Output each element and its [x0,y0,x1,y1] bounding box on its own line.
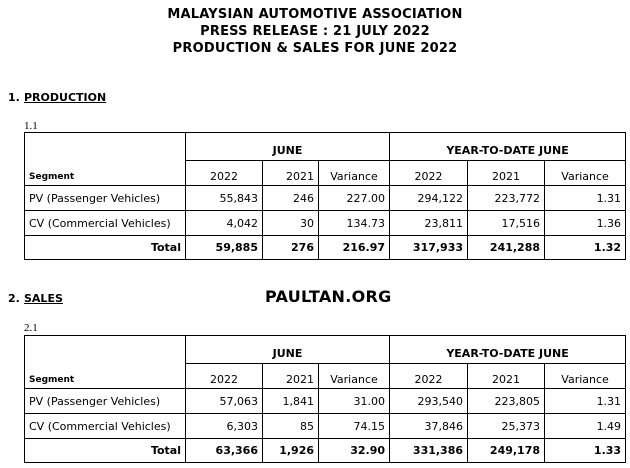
column-header: Variance [545,161,626,186]
table-cell: 30 [263,211,319,236]
table-cell: 1.49 [545,414,626,439]
table-header-row [25,336,626,364]
june-group-header: JUNE [186,336,390,364]
row-label: CV (Commercial Vehicles) [25,414,186,439]
sales-table [24,335,626,463]
total-cell: 32.90 [319,439,390,463]
table-cell: 4,042 [186,211,263,236]
column-header: 2021 [263,161,319,186]
table-row [25,389,626,414]
table-row [25,211,626,236]
table-cell: 246 [263,186,319,211]
section-number: 1. [8,91,20,104]
total-cell: 59,885 [186,236,263,260]
column-header: 2022 [186,364,263,389]
document-header [0,6,630,57]
column-header: 2021 [468,161,545,186]
table-cell: 23,811 [390,211,468,236]
column-header: 2021 [263,364,319,389]
table-cell: 223,772 [468,186,545,211]
table-cell: 55,843 [186,186,263,211]
total-cell: 276 [263,236,319,260]
ytd-group-header: YEAR-TO-DATE JUNE [390,336,626,364]
header-press-release-date: PRESS RELEASE : 21 JULY 2022 [200,24,430,39]
subsection-number: 1.1 [24,120,38,132]
ytd-group-header: YEAR-TO-DATE JUNE [390,133,626,161]
table-row [25,186,626,211]
table-cell: 74.15 [319,414,390,439]
section-label: SALES [24,292,63,305]
table-cell: 37,846 [390,414,468,439]
table-cell: 294,122 [390,186,468,211]
section-sales-title [8,292,63,305]
subsection-number: 2.1 [24,322,38,334]
table-cell: 85 [263,414,319,439]
table-cell: 1.31 [545,389,626,414]
header-report-title: PRODUCTION & SALES FOR JUNE 2022 [172,41,458,56]
total-cell: 1,926 [263,439,319,463]
table-row [25,414,626,439]
total-cell: 317,933 [390,236,468,260]
table-cell: 134.73 [319,211,390,236]
segment-header: Segment [25,336,186,389]
column-header: Variance [545,364,626,389]
segment-header: Segment [25,133,186,186]
row-label: CV (Commercial Vehicles) [25,211,186,236]
column-header: Variance [319,161,390,186]
table-cell: 17,516 [468,211,545,236]
table-cell: 57,063 [186,389,263,414]
table-cell: 1.31 [545,186,626,211]
table-cell: 1.36 [545,211,626,236]
column-header: 2022 [390,364,468,389]
table-cell: 223,805 [468,389,545,414]
total-cell: 1.33 [545,439,626,463]
column-header: 2022 [390,161,468,186]
june-group-header: JUNE [186,133,390,161]
table-header-row [25,133,626,161]
table-cell: 227.00 [319,186,390,211]
total-cell: 249,178 [468,439,545,463]
column-header: Variance [319,364,390,389]
table-cell: 6,303 [186,414,263,439]
watermark-text: PAULTAN.ORG [265,287,392,306]
total-label: Total [25,236,186,260]
row-label: PV (Passenger Vehicles) [25,389,186,414]
section-number: 2. [8,292,20,305]
section-production-title [8,91,106,104]
total-row [25,236,626,260]
total-cell: 1.32 [545,236,626,260]
header-organization: MALAYSIAN AUTOMOTIVE ASSOCIATION [167,7,463,22]
section-label: PRODUCTION [24,91,107,104]
total-row [25,439,626,463]
total-cell: 331,386 [390,439,468,463]
table-cell: 25,373 [468,414,545,439]
table-cell: 31.00 [319,389,390,414]
total-label: Total [25,439,186,463]
row-label: PV (Passenger Vehicles) [25,186,186,211]
table-cell: 293,540 [390,389,468,414]
production-table [24,132,626,260]
column-header: 2022 [186,161,263,186]
table-cell: 1,841 [263,389,319,414]
total-cell: 241,288 [468,236,545,260]
total-cell: 216.97 [319,236,390,260]
column-header: 2021 [468,364,545,389]
total-cell: 63,366 [186,439,263,463]
